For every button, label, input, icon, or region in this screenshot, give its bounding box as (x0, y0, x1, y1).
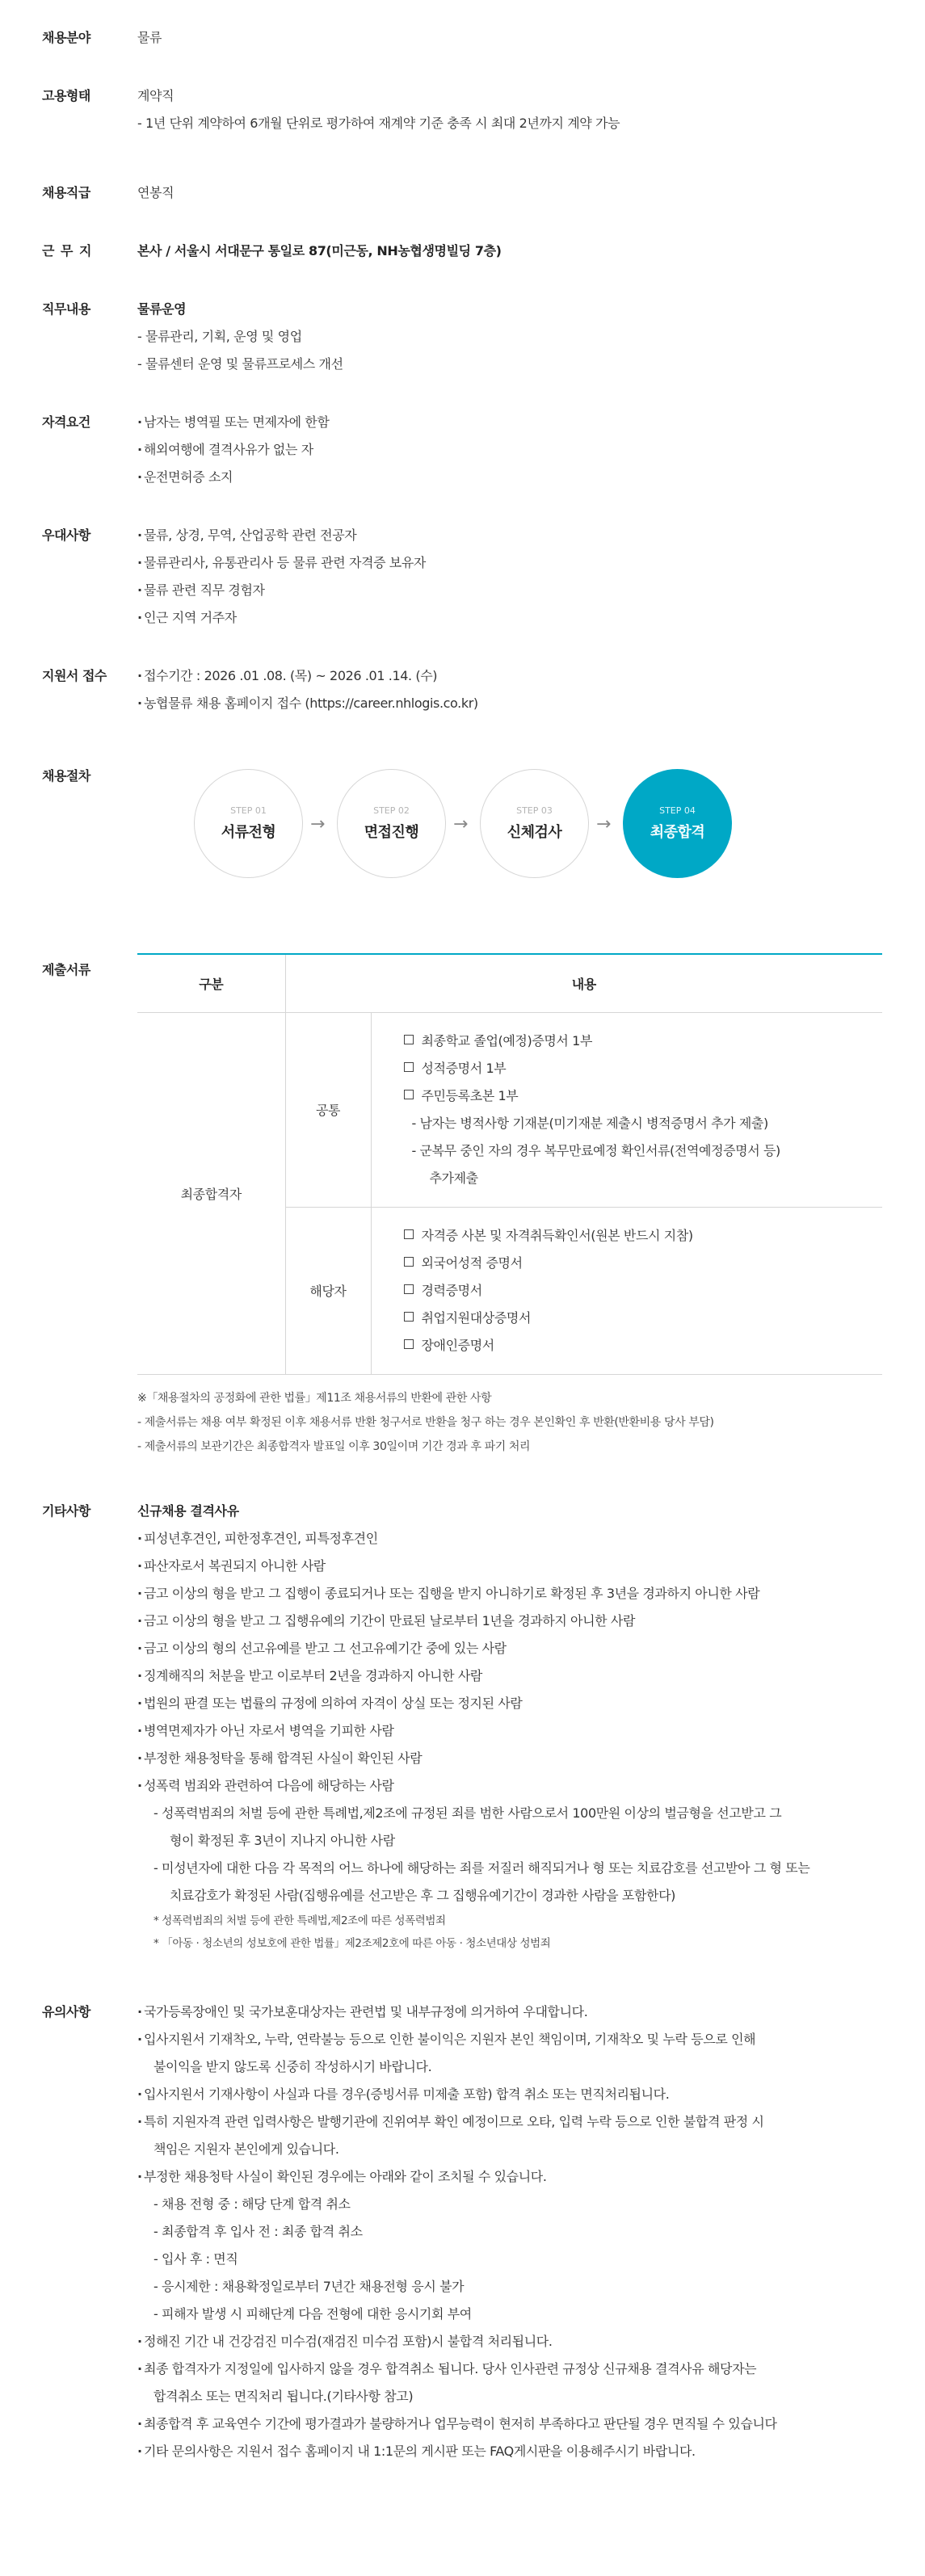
employment-value: 계약직 (137, 88, 174, 103)
process-steps (194, 769, 711, 890)
caution-line: · 기타 문의사항은 지원서 접수 홈페이지 내 1:1문의 게시판 또는 FAQ게시판을 이용해주시기 바랍니다. (137, 2438, 925, 2465)
label-char: 지 (78, 243, 91, 258)
arrow-right-icon: → (596, 814, 612, 834)
section-label: 기타사항 (42, 1502, 90, 1519)
other-footnote: * 「아동 · 청소년의 성보호에 관한 법률」제2조제2호에 따른 아동 · 청소년대상 성범죄 (153, 1936, 551, 1950)
step-number: STEP 01 (230, 805, 267, 816)
caution-line: · 국가등록장애인 및 국가보훈대상자는 관련법 및 내부규정에 의거하여 우대합니다. (137, 1998, 925, 2026)
other-subitem: - 성폭력범죄의 처벌 등에 관한 특례법,제2조에 규정된 죄를 범한 사람으로서 100만원 이상의 벌금형을 선고받고 그 (153, 1805, 782, 1821)
preferred-item: · 인근 지역 거주자 (137, 604, 925, 632)
apply-homepage: · 농협물류 채용 홈페이지 접수 (https://career.nhlogis.co.kr) (137, 690, 925, 717)
caution-line: 합격취소 또는 면직처리 됩니다.(기타사항 참고) (153, 2388, 414, 2404)
other-item: · 금고 이상의 형을 받고 그 집행유예의 기간이 만료된 날로부터 1년을 경과하지 아니한 사람 (137, 1607, 925, 1635)
step-medical-check (480, 769, 589, 878)
qualification-item: · 운전면허증 소지 (137, 464, 925, 491)
section-grade (0, 179, 925, 207)
preferred-item: · 물류관리사, 유통관리사 등 물류 관련 자격증 보유자 (137, 549, 925, 577)
other-item: · 성폭력 범죄와 관련하여 다음에 해당하는 사람 (137, 1772, 925, 1800)
common-content (371, 1012, 882, 1207)
caution-line: · 입사지원서 기재착오, 누락, 연락불능 등으로 인한 불이익은 지원자 본인 책임이며, 기재착오 및 누락 등으로 인해 (137, 2026, 925, 2053)
employment-detail: - 1년 단위 계약하여 6개월 단위로 평가하여 재계약 기준 충족 시 최대 2년까지 계약 가능 (137, 116, 620, 131)
caution-line: · 부정한 채용청탁 사실이 확인된 경우에는 아래와 같이 조치될 수 있습니다. (137, 2163, 925, 2191)
section-label (0, 237, 95, 265)
label-char: 근 (42, 243, 54, 258)
section-label: 채용직급 (42, 185, 90, 200)
doc-item: 최종학교 졸업(예정)증명서 1부 (404, 1027, 883, 1055)
note-line: - 제출서류의 보관기간은 최종합격자 발표일 이후 30일이며 기간 경과 후 파기 처리 (137, 1439, 531, 1453)
doc-subitem: 추가제출 (429, 1170, 478, 1186)
arrow-right-icon: → (310, 814, 326, 834)
section-documents (0, 956, 925, 1459)
section-field (0, 24, 925, 52)
doc-item: 취업지원대상증명서 (404, 1305, 883, 1332)
caution-line: - 채용 전형 중 : 해당 단계 합격 취소 (153, 2196, 351, 2212)
other-subitem: 형이 확정된 후 3년이 지나지 아니한 사람 (170, 1832, 395, 1848)
apply-period: · 접수기간 : 2026 .01 .08. (목) ~ 2026 .01 .14. (수) (137, 662, 925, 690)
section-label: 지원서 접수 (42, 668, 107, 683)
grade-value: 연봉직 (137, 185, 174, 200)
section-preferred (0, 522, 925, 632)
caution-line: · 최종합격 후 교육연수 기간에 평가결과가 불량하거나 업무능력이 현저히 부족하다고 판단될 경우 면직될 수 있습니다 (137, 2410, 925, 2438)
section-duties (0, 296, 925, 378)
field-value: 물류 (137, 30, 162, 45)
table-header-row (137, 954, 882, 1012)
section-label: 채용절차 (42, 768, 90, 784)
doc-item: 성적증명서 1부 (404, 1055, 883, 1082)
step-title: 신체검사 (507, 824, 562, 841)
caution-line: 불이익을 받지 않도록 신중히 작성하시기 바랍니다. (153, 2058, 432, 2074)
duties-item: - 물류센터 운영 및 물류프로세스 개선 (137, 356, 343, 372)
step-interview (337, 769, 446, 878)
caution-body (137, 1998, 925, 2465)
duties-head: 물류운영 (137, 301, 187, 317)
doc-item: 장애인증명서 (404, 1332, 883, 1359)
other-subitem: 치료감호가 확정된 사람(집행유예를 선고받은 후 그 집행유예기간이 경과한 사람을 포함한다) (170, 1887, 675, 1903)
section-apply (0, 662, 925, 717)
step-title: 최종합격 (650, 824, 705, 841)
label-char: 무 (60, 243, 73, 258)
other-item: · 부정한 채용청탁을 통해 합격된 사실이 확인된 사람 (137, 1745, 925, 1772)
caution-line: - 최종합격 후 입사 전 : 최종 합격 취소 (153, 2223, 363, 2239)
other-item: · 피성년후견인, 피한정후견인, 피특정후견인 (137, 1525, 925, 1553)
step-document-screening (194, 769, 303, 878)
section-label: 직무내용 (42, 301, 90, 317)
doc-item: 경력증명서 (404, 1277, 883, 1305)
other-item: · 징계해직의 처분을 받고 이로부터 2년을 경과하지 아니한 사람 (137, 1662, 925, 1690)
documents-table (137, 953, 882, 1375)
other-footnote: * 성폭력범죄의 처벌 등에 관한 특례법,제2조에 따른 성폭력범죄 (153, 1914, 446, 1927)
doc-subitem: - 남자는 병적사항 기재분(미기재분 제출시 병적증명서 추가 제출) (411, 1115, 768, 1131)
doc-item: 자격증 사본 및 자격취득확인서(원본 반드시 지참) (404, 1222, 883, 1250)
section-other (0, 1498, 925, 1955)
documents-notes (137, 1386, 925, 1459)
section-label: 우대사항 (42, 527, 90, 543)
step-title: 서류전형 (221, 824, 276, 841)
other-item: · 금고 이상의 형을 받고 그 집행이 종료되거나 또는 집행을 받지 아니하기로 확정된 후 3년을 경과하지 아니한 사람 (137, 1580, 925, 1607)
section-label: 유의사항 (42, 2003, 90, 2019)
caution-line: - 피해자 발생 시 피해단계 다음 전형에 대한 응시기회 부여 (153, 2305, 472, 2322)
col-category: 구분 (137, 954, 285, 1012)
section-location (0, 237, 925, 265)
section-employment (0, 82, 925, 137)
caution-line: · 정해진 기간 내 건강검진 미수검(재검진 미수검 포함)시 불합격 처리됩니다. (137, 2328, 925, 2355)
other-head: 신규채용 결격사유 (137, 1502, 239, 1519)
location-value: 본사 / 서울시 서대문구 통일로 87(미근동, NH농협생명빌딩 7층) (137, 243, 502, 258)
other-item: · 법원의 판결 또는 법률의 규정에 의하여 자격이 상실 또는 정지된 사람 (137, 1690, 925, 1717)
table-row-common (137, 1012, 882, 1207)
note-line: - 제출서류는 채용 여부 확정된 이후 채용서류 반환 청구서로 반환을 청구 하는 경우 본인확인 후 반환(반환비용 당사 부담) (137, 1415, 714, 1429)
section-label: 채용분야 (42, 30, 90, 45)
step-number: STEP 04 (659, 805, 696, 816)
doc-item: 주민등록초본 1부 (404, 1082, 883, 1110)
preferred-item: · 물류, 상경, 무역, 산업공학 관련 전공자 (137, 522, 925, 549)
target-cell: 최종합격자 (137, 1012, 285, 1374)
arrow-right-icon: → (453, 814, 469, 834)
qualification-item: · 해외여행에 결격사유가 없는 자 (137, 436, 925, 464)
step-final-pass (623, 769, 732, 878)
note-line: ※「채용절차의 공정화에 관한 법률」제11조 채용서류의 반환에 관한 사항 (137, 1391, 492, 1405)
qualification-item: · 남자는 병역필 또는 면제자에 한함 (137, 409, 925, 436)
caution-line: · 최종 합격자가 지정일에 입사하지 않을 경우 합격취소 됩니다. 당사 인사관련 규정상 신규채용 결격사유 해당자는 (137, 2355, 925, 2383)
col-content: 내용 (285, 954, 882, 1012)
other-item: · 금고 이상의 형의 선고유예를 받고 그 선고유예기간 중에 있는 사람 (137, 1635, 925, 1662)
common-label: 공통 (285, 1012, 371, 1207)
step-number: STEP 03 (516, 805, 553, 816)
section-caution (0, 1998, 925, 2465)
caution-line: · 특히 지원자격 관련 입력사항은 발행기관에 진위여부 확인 예정이므로 오타, 입력 누락 등으로 인한 불합격 판정 시 (137, 2108, 925, 2136)
other-subitem: - 미성년자에 대한 다음 각 목적의 어느 하나에 해당하는 죄를 저질러 해직되거나 형 또는 치료감호를 선고받아 그 형 또는 (153, 1860, 810, 1876)
duties-item: - 물류관리, 기획, 운영 및 영업 (137, 329, 302, 344)
section-process (0, 763, 925, 890)
section-label: 자격요건 (42, 414, 90, 430)
caution-line: - 응시제한 : 채용확정일로부터 7년간 채용전형 응시 불가 (153, 2278, 465, 2294)
preferred-item: · 물류 관련 직무 경험자 (137, 577, 925, 604)
other-item: · 병역면제자가 아닌 자로서 병역을 기피한 사람 (137, 1717, 925, 1745)
applicable-label: 해당자 (285, 1207, 371, 1374)
section-qualification (0, 409, 925, 491)
caution-line: 책임은 지원자 본인에게 있습니다. (153, 2141, 339, 2157)
applicable-content (371, 1207, 882, 1374)
section-label: 제출서류 (42, 962, 90, 977)
doc-subitem: - 군복무 중인 자의 경우 복무만료예정 확인서류(전역예정증명서 등) (411, 1142, 780, 1158)
doc-item: 외국어성적 증명서 (404, 1250, 883, 1277)
other-item: · 파산자로서 복권되지 아니한 사람 (137, 1553, 925, 1580)
caution-line: - 입사 후 : 면직 (153, 2250, 238, 2267)
step-title: 면접진행 (364, 824, 419, 841)
caution-line: · 입사지원서 기재사항이 사실과 다를 경우(증빙서류 미제출 포함) 합격 취소 또는 면직처리됩니다. (137, 2081, 925, 2108)
step-number: STEP 02 (373, 805, 410, 816)
section-label: 고용형태 (42, 88, 90, 103)
